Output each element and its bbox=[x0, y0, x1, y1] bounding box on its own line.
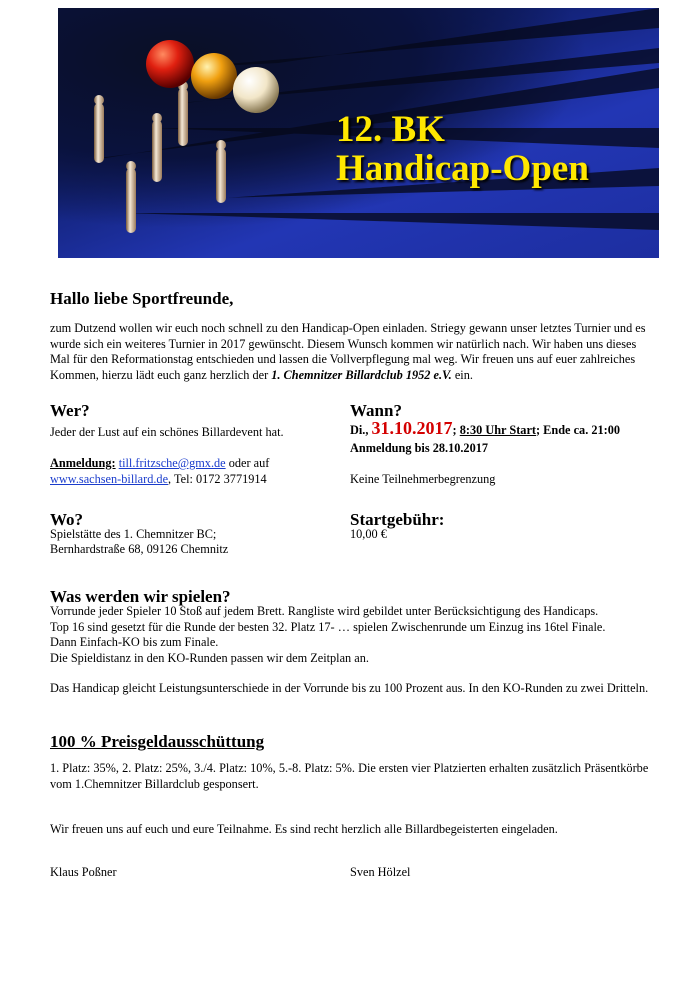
anmeldung-block bbox=[50, 456, 340, 487]
header-banner-image bbox=[58, 8, 659, 258]
billiard-balls bbox=[146, 40, 279, 113]
wer-text: Jeder der Lust auf ein schönes Billardevent hat. bbox=[50, 425, 284, 439]
play-line-4: Die Spieldistanz in den KO-Runden passen wir dem Zeitplan an. bbox=[50, 650, 369, 665]
closing-text: Wir freuen uns auf euch und eure Teilnahme. Es sind recht herzlich alle Billardbegeisterten eingeladen. bbox=[50, 822, 558, 836]
prize-heading: 100 % Preisgeldausschüttung bbox=[50, 732, 265, 751]
participant-limit: Keine Teilnehmerbegrenzung bbox=[350, 472, 496, 486]
date-separator: ; bbox=[452, 423, 457, 437]
play-line-3: Dann Einfach-KO bis zum Finale. bbox=[50, 635, 219, 649]
venue-line2: Bernhardstraße 68, 09126 Chemnitz bbox=[50, 542, 229, 556]
website-link[interactable]: www.sachsen-billard.de bbox=[50, 471, 169, 486]
play-line-2: Top 16 sind gesetzt für die Runde der besten 32. Platz 17- … spielen Zwischenrunde um Einzug ins 16tel Finale. bbox=[50, 619, 606, 634]
banner-title-line2: Handicap-Open bbox=[336, 147, 589, 189]
anmeldung-deadline: Anmeldung bis 28.10.2017 bbox=[350, 441, 489, 455]
signature-left: Klaus Poßner bbox=[50, 865, 117, 879]
or-text: oder auf bbox=[225, 456, 270, 470]
play-line-1: Vorrunde jeder Spieler 10 Stoß auf jedem Brett. Rangliste wird gebildet unter Berücksichtigung des Handicaps. bbox=[50, 604, 599, 618]
intro-paragraph bbox=[50, 321, 650, 383]
phone-text: , Tel: 0172 3771914 bbox=[168, 471, 267, 486]
anmeldung-label: Anmeldung: bbox=[50, 456, 116, 470]
fee-amount: 10,00 € bbox=[350, 527, 387, 541]
wann-date-line bbox=[350, 418, 621, 439]
venue-line1: Spielstätte des 1. Chemnitzer BC; bbox=[50, 527, 217, 541]
greeting-heading: Hallo liebe Sportfreunde, bbox=[50, 289, 234, 308]
event-date: 31.10.2017 bbox=[371, 418, 453, 438]
play-description bbox=[50, 604, 660, 697]
intro-text-end: ein. bbox=[451, 367, 473, 382]
signature-right: Sven Hölzel bbox=[350, 865, 411, 879]
wer-heading: Wer? bbox=[50, 401, 90, 420]
wann-day: Di., bbox=[350, 423, 369, 437]
play-heading: Was werden wir spielen? bbox=[50, 587, 231, 606]
play-line-5: Das Handicap gleicht Leistungsunterschiede in der Vorrunde bis zu 100 Prozent aus. In den KO-Runden zu zwei Dritteln. bbox=[50, 681, 649, 695]
wo-heading: Wo? bbox=[50, 510, 84, 529]
intro-text: zum Dutzend wollen wir euch noch schnell zu den Handicap-Open einladen. Striegy gewann unser letztes Turnier und es wurde sich ein weiteres Turnier in 2017 gewünscht. Diesem Wunsch kommen wir natürlich nach. Wir haben uns dieses Mal für den Reformationstag entschieden und lassen die Vollverpflegung mal weg. Wir freuen uns auf euer zahlreiches Kommen, hierzu lädt euch ganz herzlich der bbox=[50, 321, 646, 382]
banner-title-line1: 12. BK bbox=[336, 109, 445, 150]
start-time: 8:30 Uhr Start bbox=[459, 423, 536, 437]
end-time: ; Ende ca. 21:00 bbox=[536, 423, 621, 437]
prize-text: 1. Platz: 35%, 2. Platz: 25%, 3./4. Platz: 10%, 5.-8. Platz: 5%. Die ersten vier Platzierten erhalten zusätzlich Präsentkörbe vom 1.Chemnitzer Billardclub gesponsert. bbox=[50, 761, 649, 791]
skittle-pins bbox=[94, 81, 226, 233]
fee-heading: Startgebühr: bbox=[350, 510, 445, 529]
banner-title bbox=[336, 111, 589, 189]
club-name: 1. Chemnitzer Billardclub 1952 e.V. bbox=[271, 367, 452, 382]
wann-heading: Wann? bbox=[350, 401, 402, 420]
email-link[interactable]: till.fritzsche@gmx.de bbox=[118, 456, 226, 470]
